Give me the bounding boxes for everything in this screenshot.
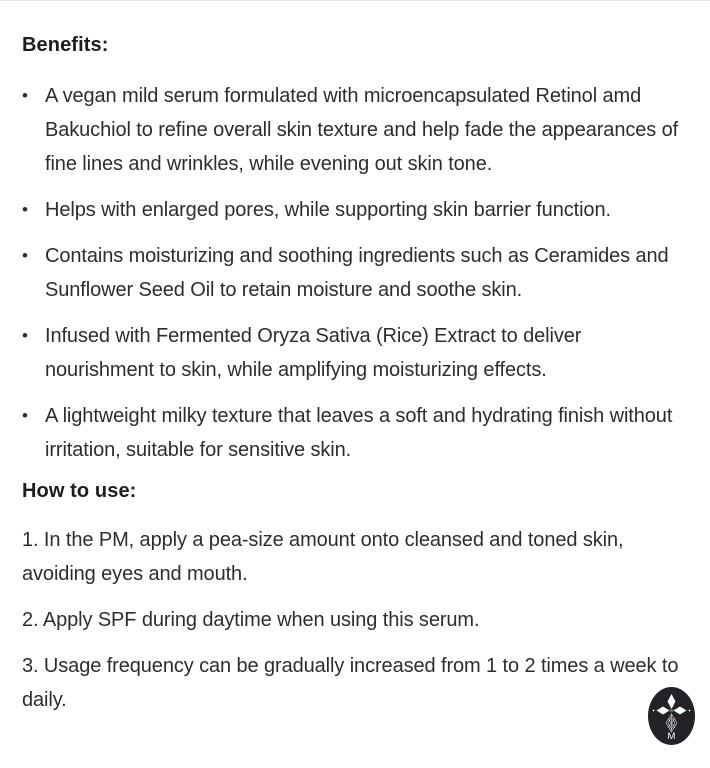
benefit-text: Helps with enlarged pores, while supporting skin barrier function. (45, 199, 611, 221)
list-item: 2. Apply SPF during daytime when using this serum. (22, 609, 480, 631)
list-item (22, 79, 685, 181)
benefit-text: A lightweight milky texture that leaves a soft and hydrating finish without irritation, suitable for sensitive skin. (45, 405, 673, 461)
list-item (22, 239, 685, 307)
benefits-heading: Benefits: (22, 34, 109, 56)
how-to-use-heading: How to use: (22, 480, 137, 502)
list-item (22, 193, 685, 227)
monogram-letter: M (667, 731, 676, 742)
list-item: 1. In the PM, apply a pea-size amount onto cleansed and toned skin, avoiding eyes and mouth. (22, 529, 624, 585)
benefit-text: Contains moisturizing and soothing ingredients such as Ceramides and Sunflower Seed Oil to retain moisture and soothe skin. (45, 245, 669, 301)
brand-badge (648, 687, 695, 745)
bullet-icon: • (22, 86, 28, 105)
benefit-text: A vegan mild serum formulated with microencapsulated Retinol amd Bakuchiol to refine overall skin texture and help fade the appearances of fine lines and wrinkles, while evening out skin tone. (45, 85, 679, 175)
list-item (22, 399, 685, 467)
benefits-list (22, 79, 685, 467)
bullet-icon: • (22, 200, 28, 219)
list-item: 3. Usage frequency can be gradually increased from 1 to 2 times a week to daily. (22, 655, 679, 711)
flower-monogram-icon (648, 687, 695, 745)
bullet-icon: • (22, 326, 28, 345)
top-divider (0, 0, 710, 1)
how-to-use-list (22, 523, 685, 717)
list-item (22, 319, 685, 387)
bullet-icon: • (22, 246, 28, 265)
bullet-icon: • (22, 406, 28, 425)
benefit-text: Infused with Fermented Oryza Sativa (Rice) Extract to deliver nourishment to skin, while amplifying moisturizing effects. (45, 325, 582, 381)
